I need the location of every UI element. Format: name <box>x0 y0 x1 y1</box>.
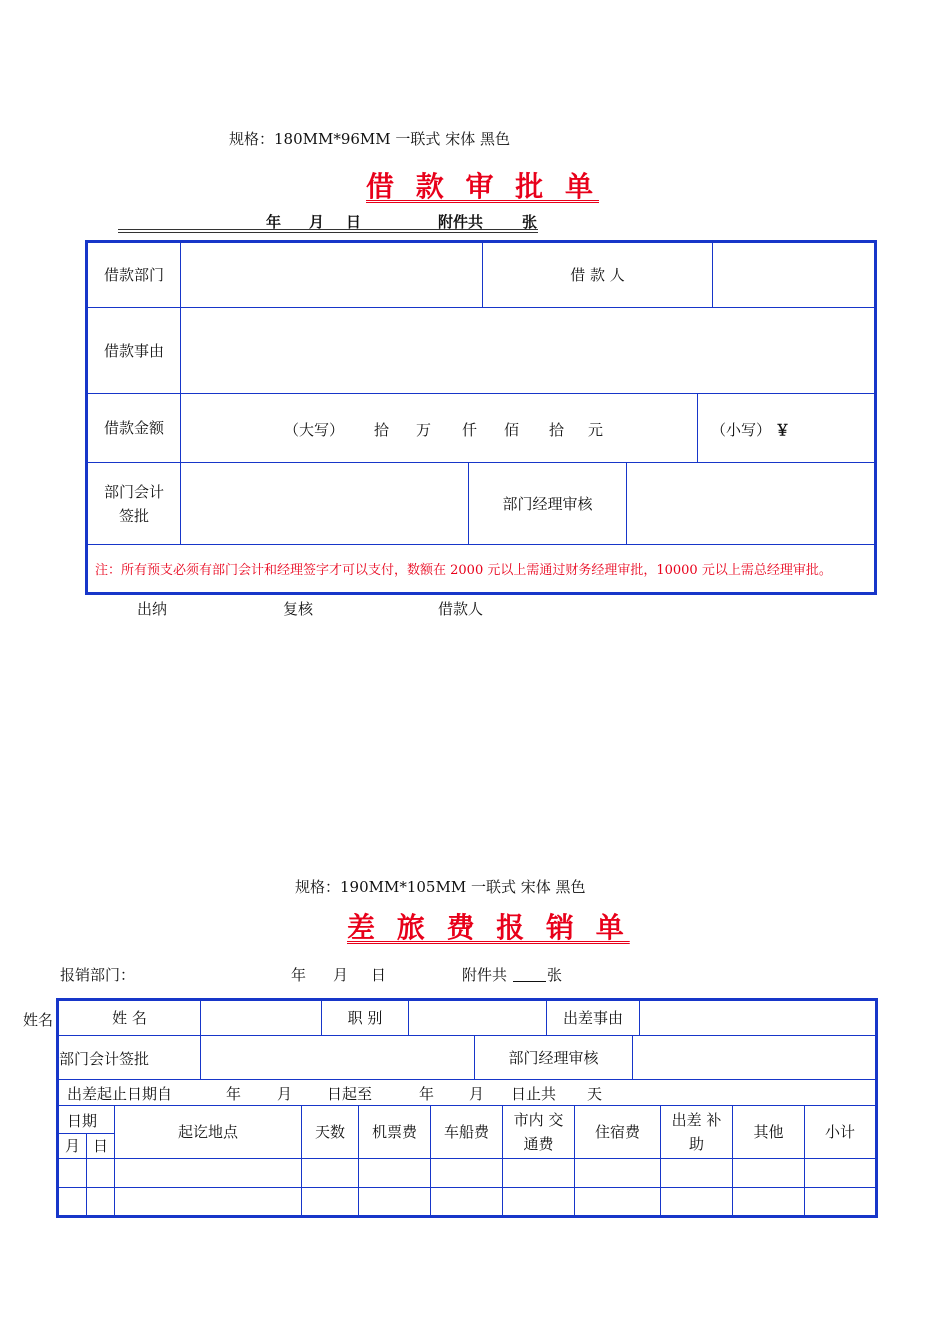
loan-borrower-field[interactable] <box>713 243 874 307</box>
loan-title: 借 款 审 批 单 <box>366 170 599 203</box>
travel-position-field[interactable] <box>409 1001 546 1035</box>
loan-amount-upper-label: （大写） <box>284 421 345 439</box>
trip-year1: 年 <box>226 1085 242 1103</box>
loan-date-year: 年 <box>266 213 282 231</box>
loan-manager-label: 部门经理审核 <box>502 494 593 513</box>
travel-accountant-field[interactable] <box>201 1036 474 1079</box>
col-place: 起讫地点 <box>177 1123 238 1141</box>
loan-borrower-label: 借 款 人 <box>570 266 625 284</box>
trip-month1: 月 <box>277 1085 293 1103</box>
travel-spec: 规格：190MM*105MM 一联式 宋体 黑色 <box>295 878 586 896</box>
trip-year2: 年 <box>419 1085 435 1103</box>
travel-reason-field[interactable] <box>640 1001 875 1035</box>
table-row[interactable] <box>59 1188 875 1216</box>
unit-shi: 拾 <box>549 421 565 439</box>
trip-day-from: 日起至 <box>327 1085 373 1103</box>
footer-review: 复核 <box>283 600 314 618</box>
travel-accountant-label: 部门会计签批 <box>59 1050 150 1068</box>
col-num-days: 天数 <box>314 1123 345 1141</box>
table-row[interactable] <box>59 1159 875 1187</box>
col-air: 机票费 <box>371 1123 417 1141</box>
loan-amount-label: 借款金额 <box>103 419 164 437</box>
travel-dept-label: 报销部门： <box>60 966 136 984</box>
loan-dept-field[interactable] <box>181 243 482 307</box>
travel-reason-label: 出差事由 <box>562 1009 623 1027</box>
footer-borrower: 借款人 <box>438 600 484 618</box>
loan-accountant-field[interactable] <box>181 463 468 544</box>
loan-manager-field[interactable] <box>627 463 874 544</box>
loan-accountant-label: 部门会计签批 <box>103 482 164 525</box>
loan-date-day: 日 <box>346 213 362 231</box>
yen-symbol: ￥ <box>775 421 791 439</box>
travel-header-day: 日 <box>371 966 387 984</box>
travel-name-label: 姓 名 <box>112 1009 147 1027</box>
loan-spec: 规格：180MM*96MM 一联式 宋体 黑色 <box>229 130 510 148</box>
loan-sheets-label: 张 <box>522 213 538 231</box>
travel-header-year: 年 <box>291 966 307 984</box>
footer-cashier: 出纳 <box>137 600 168 618</box>
travel-position-label: 职 别 <box>347 1009 383 1027</box>
loan-note: 注：所有预支必须有部门会计和经理签字才可以支付，数额在 2000 元以上需通过财务经理审批，10000 元以上需总经理审批。 <box>95 563 832 578</box>
trip-month2: 月 <box>469 1085 485 1103</box>
loan-date-month: 月 <box>309 213 325 231</box>
trip-from-label: 出差起止日期自 <box>67 1085 173 1103</box>
col-allowance: 出差 补助 <box>671 1111 722 1153</box>
col-date: 日期 <box>67 1112 98 1130</box>
col-day: 日 <box>92 1137 108 1155</box>
attachments-blank[interactable] <box>513 981 546 982</box>
travel-attachments-label: 附件共 <box>462 966 508 984</box>
trip-day-to: 日止共 <box>511 1085 557 1103</box>
col-subtotal: 小计 <box>824 1123 855 1141</box>
col-ship: 车船费 <box>443 1123 489 1141</box>
loan-dept-label: 借款部门 <box>103 266 164 284</box>
travel-manager-field[interactable] <box>633 1036 875 1079</box>
unit-shi-wan: 拾 <box>374 421 390 439</box>
col-hotel: 住宿费 <box>594 1123 640 1141</box>
travel-name-field[interactable] <box>201 1001 321 1035</box>
loan-amount-lower-label: （小写） <box>711 421 772 439</box>
outside-name-label: 姓名 <box>23 1011 54 1029</box>
unit-wan: 万 <box>416 421 432 439</box>
travel-header-month: 月 <box>333 966 349 984</box>
unit-yuan: 元 <box>588 421 604 439</box>
travel-sheets-label: 张 <box>547 966 563 984</box>
unit-qian: 仟 <box>462 421 478 439</box>
travel-title: 差 旅 费 报 销 单 <box>347 911 630 944</box>
trip-days-label: 天 <box>587 1085 603 1103</box>
loan-reason-field[interactable] <box>181 308 874 393</box>
col-city: 市内 交通费 <box>513 1111 564 1153</box>
loan-attachments-label: 附件共 <box>438 213 484 231</box>
unit-bai: 佰 <box>504 421 520 439</box>
col-month: 月 <box>64 1137 80 1155</box>
loan-reason-label: 借款事由 <box>103 341 164 360</box>
col-other: 其他 <box>753 1123 784 1141</box>
travel-manager-label: 部门经理审核 <box>508 1048 599 1067</box>
